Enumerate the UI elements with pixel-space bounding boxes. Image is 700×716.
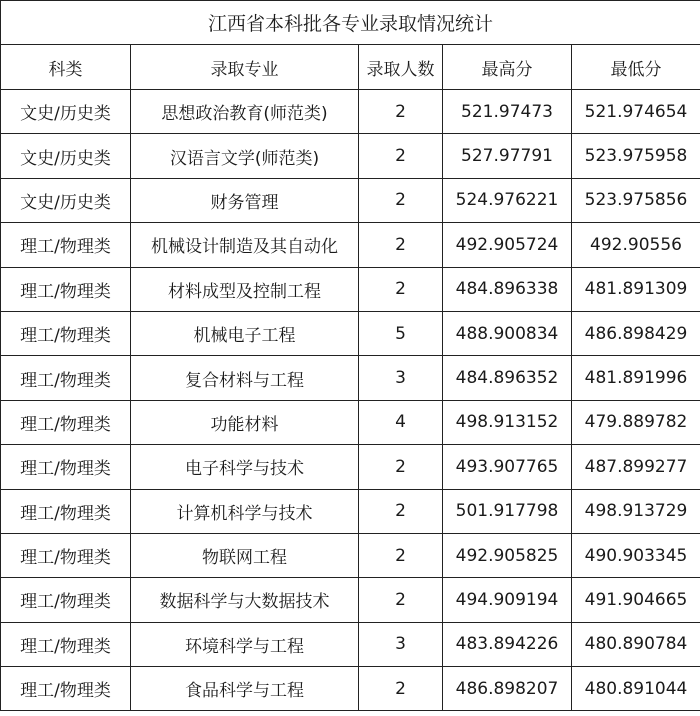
category-cell: 理工/物理类 (1, 223, 131, 267)
table-row (1, 90, 700, 134)
major-cell: 环境科学与工程 (131, 622, 359, 666)
table-row (1, 178, 700, 222)
admitted-count-cell: 2 (359, 445, 443, 489)
admitted-count-cell: 2 (359, 533, 443, 577)
title-row (1, 1, 700, 45)
admitted-count-cell: 2 (359, 667, 443, 711)
max-score-cell: 492.905724 (443, 223, 572, 267)
table-row (1, 622, 700, 666)
table-title: 江西省本科批各专业录取情况统计 (1, 1, 700, 45)
admitted-count-cell: 5 (359, 311, 443, 355)
table-row (1, 223, 700, 267)
min-score-cell: 523.975958 (572, 134, 700, 178)
admitted-count-cell: 2 (359, 90, 443, 134)
min-score-cell: 479.889782 (572, 400, 700, 444)
max-score-cell: 494.909194 (443, 578, 572, 622)
table-row (1, 267, 700, 311)
min-score-cell: 486.898429 (572, 311, 700, 355)
min-score-cell: 481.891309 (572, 267, 700, 311)
category-cell: 理工/物理类 (1, 356, 131, 400)
table-row (1, 134, 700, 178)
major-cell: 功能材料 (131, 400, 359, 444)
max-score-cell: 488.900834 (443, 311, 572, 355)
max-score-cell: 484.896338 (443, 267, 572, 311)
max-score-cell: 483.894226 (443, 622, 572, 666)
max-score-cell: 524.976221 (443, 178, 572, 222)
max-score-cell: 501.917798 (443, 489, 572, 533)
min-score-cell: 487.899277 (572, 445, 700, 489)
table-row (1, 311, 700, 355)
category-cell: 文史/历史类 (1, 178, 131, 222)
category-cell: 理工/物理类 (1, 489, 131, 533)
admitted-count-cell: 2 (359, 489, 443, 533)
table-row (1, 400, 700, 444)
major-cell: 食品科学与工程 (131, 667, 359, 711)
max-score-cell: 492.905825 (443, 533, 572, 577)
header-min-score: 最低分 (572, 45, 700, 90)
min-score-cell: 498.913729 (572, 489, 700, 533)
min-score-cell: 492.90556 (572, 223, 700, 267)
category-cell: 理工/物理类 (1, 622, 131, 666)
max-score-cell: 521.97473 (443, 90, 572, 134)
max-score-cell: 493.907765 (443, 445, 572, 489)
max-score-cell: 527.97791 (443, 134, 572, 178)
category-cell: 理工/物理类 (1, 667, 131, 711)
major-cell: 计算机科学与技术 (131, 489, 359, 533)
header-row (1, 45, 700, 90)
admitted-count-cell: 2 (359, 267, 443, 311)
table-row (1, 356, 700, 400)
major-cell: 物联网工程 (131, 533, 359, 577)
admission-table-body (1, 1, 700, 711)
major-cell: 复合材料与工程 (131, 356, 359, 400)
header-admitted-count: 录取人数 (359, 45, 443, 90)
table-row (1, 445, 700, 489)
min-score-cell: 480.890784 (572, 622, 700, 666)
admitted-count-cell: 2 (359, 578, 443, 622)
major-cell: 材料成型及控制工程 (131, 267, 359, 311)
category-cell: 文史/历史类 (1, 90, 131, 134)
category-cell: 理工/物理类 (1, 267, 131, 311)
header-max-score: 最高分 (443, 45, 572, 90)
admitted-count-cell: 2 (359, 178, 443, 222)
admitted-count-cell: 3 (359, 356, 443, 400)
admitted-count-cell: 2 (359, 223, 443, 267)
min-score-cell: 521.974654 (572, 90, 700, 134)
min-score-cell: 490.903345 (572, 533, 700, 577)
min-score-cell: 491.904665 (572, 578, 700, 622)
major-cell: 财务管理 (131, 178, 359, 222)
admitted-count-cell: 3 (359, 622, 443, 666)
header-category: 科类 (1, 45, 131, 90)
header-major: 录取专业 (131, 45, 359, 90)
major-cell: 汉语言文学(师范类) (131, 134, 359, 178)
min-score-cell: 481.891996 (572, 356, 700, 400)
table-row (1, 578, 700, 622)
category-cell: 理工/物理类 (1, 578, 131, 622)
major-cell: 机械设计制造及其自动化 (131, 223, 359, 267)
major-cell: 电子科学与技术 (131, 445, 359, 489)
max-score-cell: 486.898207 (443, 667, 572, 711)
category-cell: 理工/物理类 (1, 533, 131, 577)
table-row (1, 489, 700, 533)
category-cell: 理工/物理类 (1, 445, 131, 489)
category-cell: 理工/物理类 (1, 400, 131, 444)
min-score-cell: 523.975856 (572, 178, 700, 222)
major-cell: 思想政治教育(师范类) (131, 90, 359, 134)
table-row (1, 667, 700, 711)
major-cell: 数据科学与大数据技术 (131, 578, 359, 622)
category-cell: 理工/物理类 (1, 311, 131, 355)
table-row (1, 533, 700, 577)
admitted-count-cell: 4 (359, 400, 443, 444)
max-score-cell: 484.896352 (443, 356, 572, 400)
max-score-cell: 498.913152 (443, 400, 572, 444)
min-score-cell: 480.891044 (572, 667, 700, 711)
major-cell: 机械电子工程 (131, 311, 359, 355)
admitted-count-cell: 2 (359, 134, 443, 178)
category-cell: 文史/历史类 (1, 134, 131, 178)
